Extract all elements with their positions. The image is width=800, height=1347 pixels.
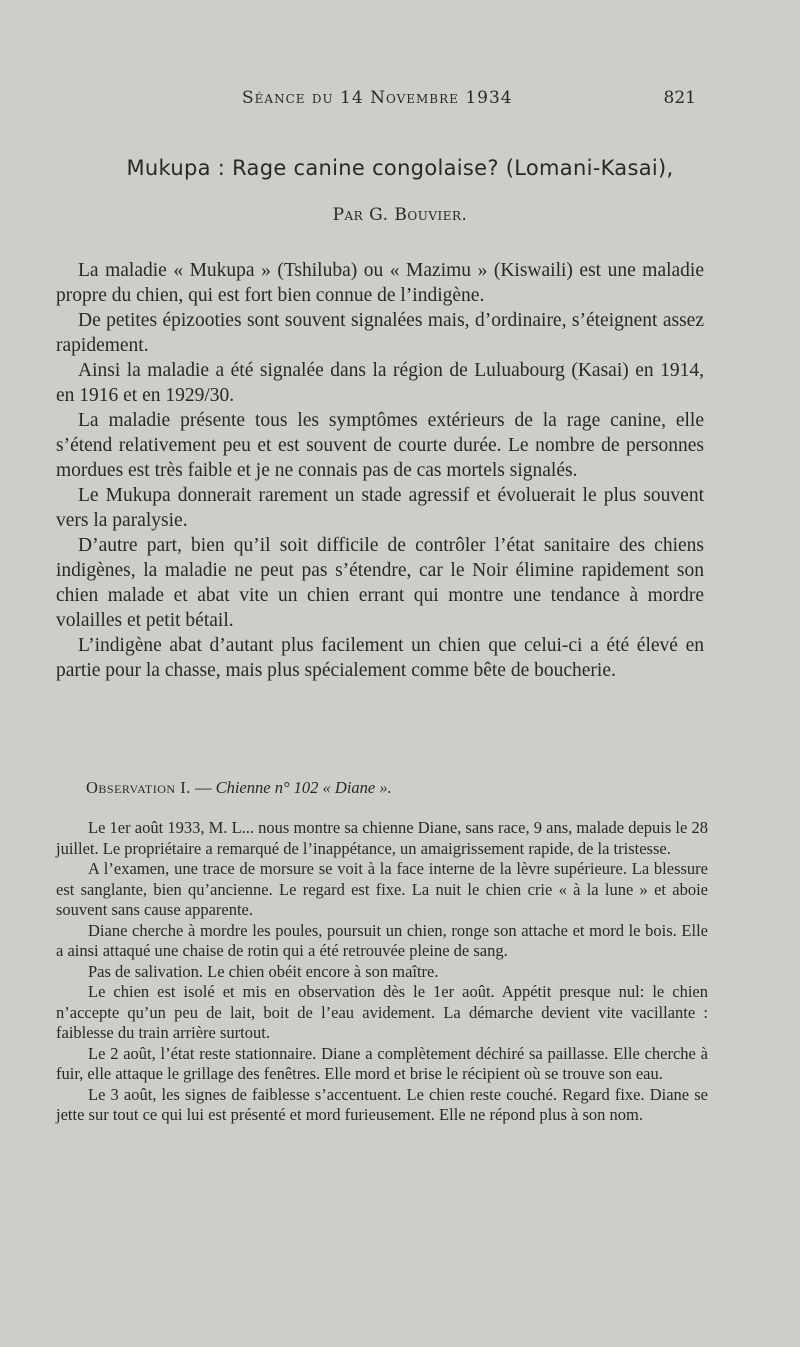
observation-paragraph: Le chien est isolé et mis en observation dès le 1er août. Appétit presque nul: le chien n’accepte qu’un peu de lait, boit de l’eau avidement. La démarche devient vite vacillante : faiblesse du train arrière surtout. xyxy=(56,982,708,1042)
observation-paragraph: Le 3 août, les signes de faiblesse s’accentuent. Le chien reste couché. Regard fixe. Diane se jette sur tout ce qui lui est présenté et mord furieusement. Elle ne répond plus à son nom. xyxy=(56,1084,708,1124)
observation-label: Observation I. xyxy=(86,778,191,797)
body-paragraph: D’autre part, bien qu’il soit difficile de contrôler l’état sanitaire des chiens indigènes, la maladie ne peut pas s’étendre, car le Noir élimine rapidement son chien malade et abat vite un chien errant qui montre une tendance à mordre volailles et petit bétail. xyxy=(56,535,704,631)
page-header xyxy=(0,88,800,116)
observation-paragraph: Le 1er août 1933, M. L... nous montre sa chienne Diane, sans race, 9 ans, malade depuis le 28 juillet. Le propriétaire a remarqué de l’inappétance, un amaigrissement rapide, de la tristesse. xyxy=(56,818,708,858)
article-author: Par G. Bouvier. xyxy=(332,205,468,225)
observation-paragraph: Diane cherche à mordre les poules, poursuit un chien, ronge son attache et mord le bois. Elle a ainsi attaqué une chaise de rotin qui a été retrouvée pleine de sang. xyxy=(56,920,708,960)
body-paragraph: De petites épizooties sont souvent signalées mais, d’ordinaire, s’éteignent assez rapidement. xyxy=(56,310,704,356)
observation-paragraph: Pas de salivation. Le chien obéit encore à son maître. xyxy=(88,961,439,981)
observation-body xyxy=(56,818,708,1126)
article-title: Mukupa : Rage canine congolaise? (Lomani-Kasai), xyxy=(126,156,674,180)
body-paragraph: L’indigène abat d’autant plus facilement un chien que celui-ci a été élevé en partie pour la chasse, mais plus spécialement comme bête de boucherie. xyxy=(56,635,704,681)
page-number: 821 xyxy=(663,88,696,108)
observation-subject: Chienne n° 102 « Diane ». xyxy=(215,778,392,797)
running-head: Séance du 14 Novembre 1934 xyxy=(242,88,513,108)
body-paragraph: Ainsi la maladie a été signalée dans la région de Luluabourg (Kasai) en 1914, en 1916 et en 1929/30. xyxy=(56,360,704,406)
body-paragraph: La maladie « Mukupa » (Tshiluba) ou « Mazimu » (Kiswaili) est une maladie propre du chien, qui est fort bien connue de l’indigène. xyxy=(56,260,704,306)
body-paragraph: La maladie présente tous les symptômes extérieurs de la rage canine, elle s’étend relativement peu et est souvent de courte durée. Le nombre de personnes mordues est très faible et je ne connais pas de cas mortels signalés. xyxy=(56,410,704,481)
observation-heading xyxy=(86,778,392,798)
observation-dash: — xyxy=(190,778,216,797)
observation-paragraph: A l’examen, une trace de morsure se voit à la face interne de la lèvre supérieure. La blessure est sanglante, bien qu’ancienne. Le regard est fixe. La nuit le chien crie « à la lune » et aboie souvent sans cause apparente. xyxy=(56,859,708,919)
article-body xyxy=(56,258,704,683)
body-paragraph: Le Mukupa donnerait rarement un stade agressif et évoluerait le plus souvent vers la paralysie. xyxy=(56,485,704,531)
observation-paragraph: Le 2 août, l’état reste stationnaire. Diane a complètement déchiré sa paillasse. Elle cherche à fuir, elle attaque le grillage des fenêtres. Elle mord et brise le récipient où se trouve son eau. xyxy=(56,1043,708,1083)
